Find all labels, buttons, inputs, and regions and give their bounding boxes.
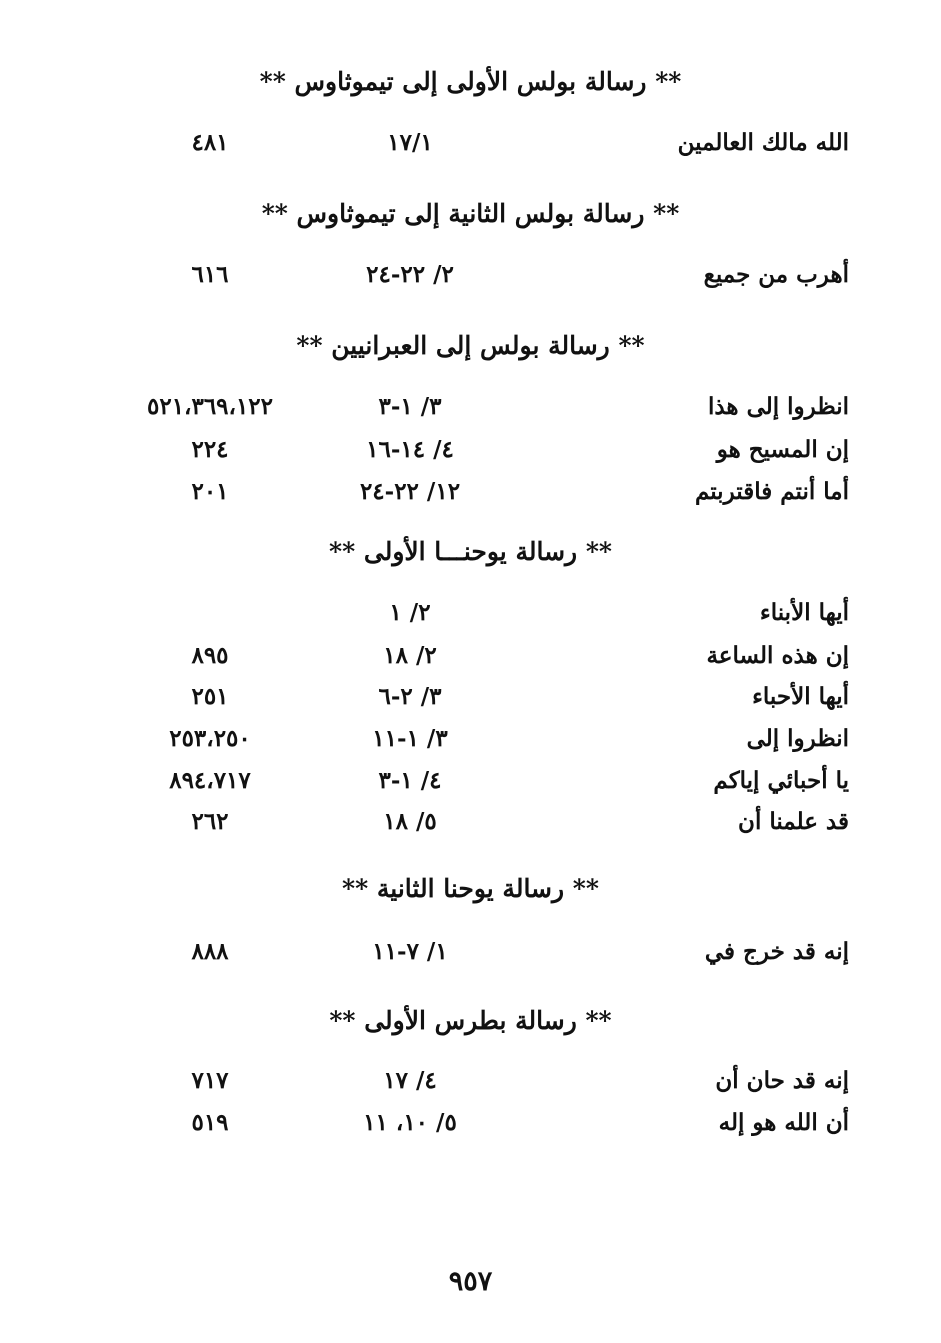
entry-pages: ٢٢٤ [191, 436, 229, 463]
entry-text: أيها الأبناء [759, 599, 849, 626]
entry-text: يا أحبائي إياكم [713, 767, 849, 794]
section-heading: ** رسالة بولس إلى العبرانيين ** [296, 331, 645, 360]
entry-reference: ١/ ٧-١١ [372, 938, 448, 965]
index-row [0, 639, 941, 673]
entry-reference: ٥/ ١٨ [383, 808, 437, 835]
section-heading: ** رسالة بولس الأولى إلى تيموثاوس ** [259, 67, 682, 96]
entry-text: أهرب من جميع [703, 261, 849, 288]
index-row [0, 596, 941, 630]
entry-reference: ١٢/ ٢٢-٢٤ [359, 478, 461, 505]
index-row [0, 764, 941, 798]
entry-text: إنه قد خرج في [704, 938, 849, 965]
entry-pages: ٨٩٥ [191, 642, 229, 669]
index-row [0, 680, 941, 714]
entry-reference: ٣/ ٢-٦ [378, 683, 442, 710]
entry-text: الله مالك العالمين [677, 129, 849, 156]
entry-pages: ٢٥١ [191, 683, 229, 710]
index-row [0, 805, 941, 839]
entry-reference: ٢/ ١ [389, 599, 431, 626]
index-row [0, 722, 941, 756]
entry-pages: ٧١٧ [191, 1067, 229, 1094]
entry-text: قد علمنا أن [738, 808, 849, 835]
index-row [0, 475, 941, 509]
entry-reference: ٢/ ٢٢-٢٤ [366, 261, 454, 288]
entry-pages: ٦١٦ [191, 261, 229, 288]
section-heading: ** رسالة يوحنـــا الأولى ** [329, 537, 612, 566]
section-heading: ** رسالة يوحنا الثانية ** [342, 874, 599, 903]
index-row [0, 126, 941, 160]
entry-text: إن المسيح هو [716, 436, 849, 463]
entry-text: أن الله هو إله [718, 1109, 849, 1136]
index-row [0, 258, 941, 292]
entry-reference: ٣/ ١-٣ [378, 393, 442, 420]
entry-reference: ٤/ ١-٣ [378, 767, 442, 794]
index-row [0, 390, 941, 424]
section-heading: ** رسالة بولس الثانية إلى تيموثاوس ** [261, 199, 680, 228]
entry-reference: ٥/ ١٠، ١١ [363, 1109, 457, 1136]
entry-pages: ٥١٩ [191, 1109, 229, 1136]
entry-text: انظروا إلى [746, 725, 849, 752]
page-number: ٩٥٧ [448, 1266, 493, 1297]
entry-reference: ١٧/١ [387, 129, 433, 156]
entry-reference: ٤/ ١٧ [383, 1067, 437, 1094]
entry-text: إنه قد حان أن [715, 1067, 849, 1094]
entry-text: أيها الأحباء [752, 683, 849, 710]
entry-text: انظروا إلى هذا [707, 393, 849, 420]
entry-pages: ٥٢١،٣٦٩،١٢٢ [146, 393, 274, 420]
entry-pages: ٢٥٣،٢٥٠ [169, 725, 251, 752]
entry-text: أما أنتم فاقتربتم [694, 478, 849, 505]
entry-reference: ٤/ ١٤-١٦ [366, 436, 454, 463]
index-row [0, 433, 941, 467]
entry-pages: ٨٨٨ [191, 938, 229, 965]
entry-pages: ٨٩٤،٧١٧ [169, 767, 251, 794]
entry-text: إن هذه الساعة [706, 642, 849, 669]
section-heading: ** رسالة بطرس الأولى ** [329, 1006, 612, 1035]
entry-pages: ٤٨١ [191, 129, 229, 156]
entry-reference: ٢/ ١٨ [383, 642, 437, 669]
entry-pages: ٢٦٢ [191, 808, 229, 835]
index-row [0, 935, 941, 969]
entry-pages: ٢٠١ [191, 478, 229, 505]
index-row [0, 1064, 941, 1098]
index-row [0, 1106, 941, 1140]
entry-reference: ٣/ ١-١١ [372, 725, 448, 752]
